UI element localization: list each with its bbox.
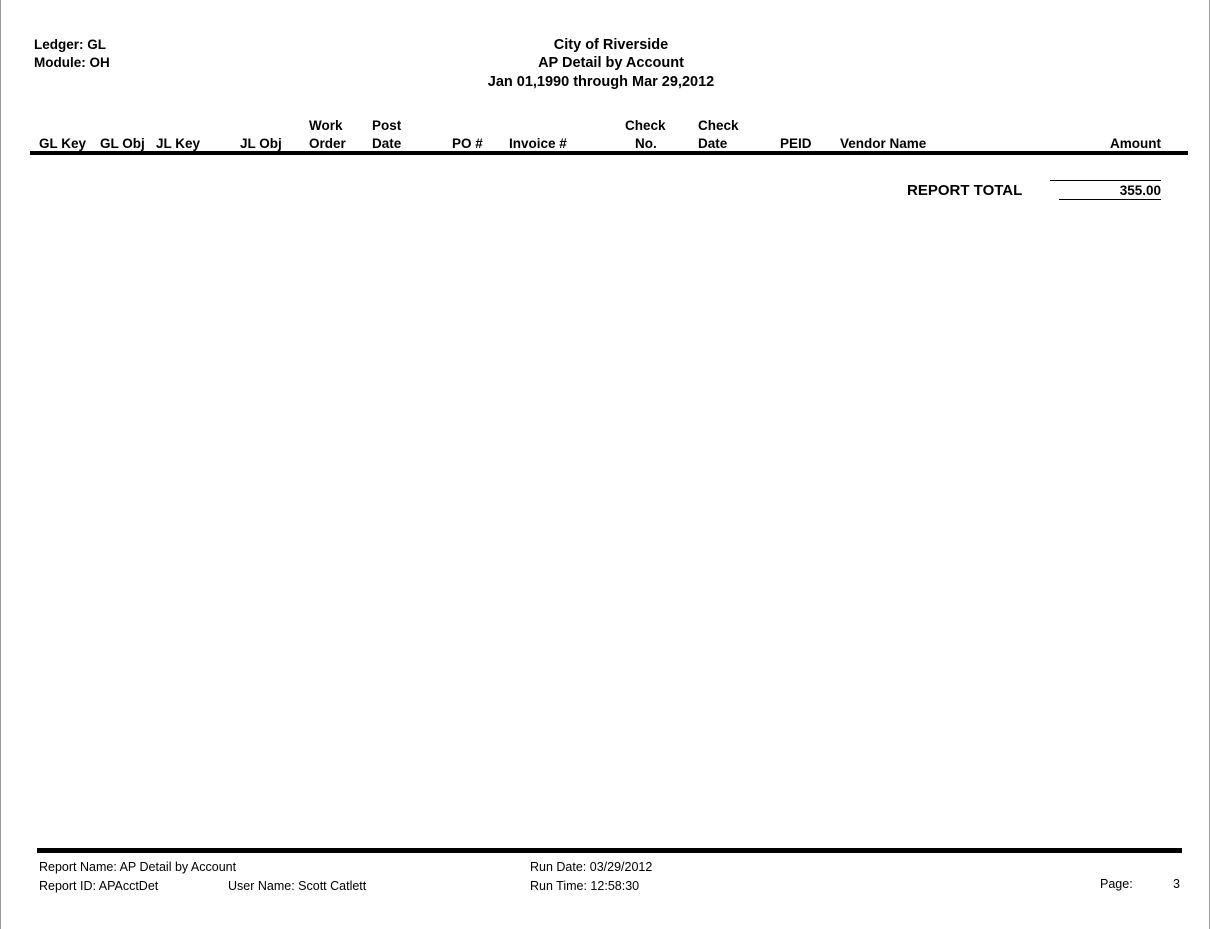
footer-run-time: Run Time: 12:58:30 bbox=[530, 879, 640, 893]
footer-report-id: Report ID: APAcctDet bbox=[39, 879, 159, 893]
col-check-date-line1: Check bbox=[698, 118, 739, 133]
footer-page-label: Page: bbox=[1100, 877, 1133, 891]
col-check-no-line1: Check bbox=[625, 118, 666, 133]
col-post-date-line1: Post bbox=[372, 118, 402, 133]
col-peid: PEID bbox=[780, 136, 812, 151]
report-total-label: REPORT TOTAL bbox=[907, 182, 1023, 199]
col-gl-key: GL Key bbox=[39, 136, 87, 151]
footer-divider bbox=[37, 848, 1182, 853]
date-range: Jan 01,1990 through Mar 29,2012 bbox=[487, 74, 715, 90]
footer-user-name: User Name: Scott Catlett bbox=[228, 879, 367, 893]
total-overline bbox=[1050, 180, 1161, 181]
col-po-number: PO # bbox=[452, 136, 483, 151]
col-work-order-line2: Order bbox=[309, 136, 346, 151]
ledger-label: Ledger: GL bbox=[34, 37, 107, 52]
organization-name: City of Riverside bbox=[553, 37, 669, 53]
col-check-no-line2: No. bbox=[635, 136, 657, 151]
footer-report-name: Report Name: AP Detail by Account bbox=[39, 860, 237, 874]
footer-page-number: 3 bbox=[1173, 877, 1180, 891]
col-work-order-line1: Work bbox=[309, 118, 343, 133]
col-jl-obj: JL Obj bbox=[240, 136, 282, 151]
header-divider bbox=[30, 151, 1188, 155]
col-post-date-line2: Date bbox=[372, 136, 402, 151]
col-jl-key: JL Key bbox=[156, 136, 201, 151]
col-gl-obj: GL Obj bbox=[100, 136, 145, 151]
total-underline bbox=[1059, 199, 1161, 200]
footer-run-date: Run Date: 03/29/2012 bbox=[530, 860, 653, 874]
report-total-amount: 355.00 bbox=[1119, 183, 1161, 198]
col-invoice-number: Invoice # bbox=[509, 136, 567, 151]
col-amount: Amount bbox=[1110, 136, 1161, 151]
col-check-date-line2: Date bbox=[698, 136, 728, 151]
report-title: AP Detail by Account bbox=[538, 55, 684, 71]
col-vendor-name: Vendor Name bbox=[840, 136, 927, 151]
module-label: Module: OH bbox=[34, 55, 110, 70]
